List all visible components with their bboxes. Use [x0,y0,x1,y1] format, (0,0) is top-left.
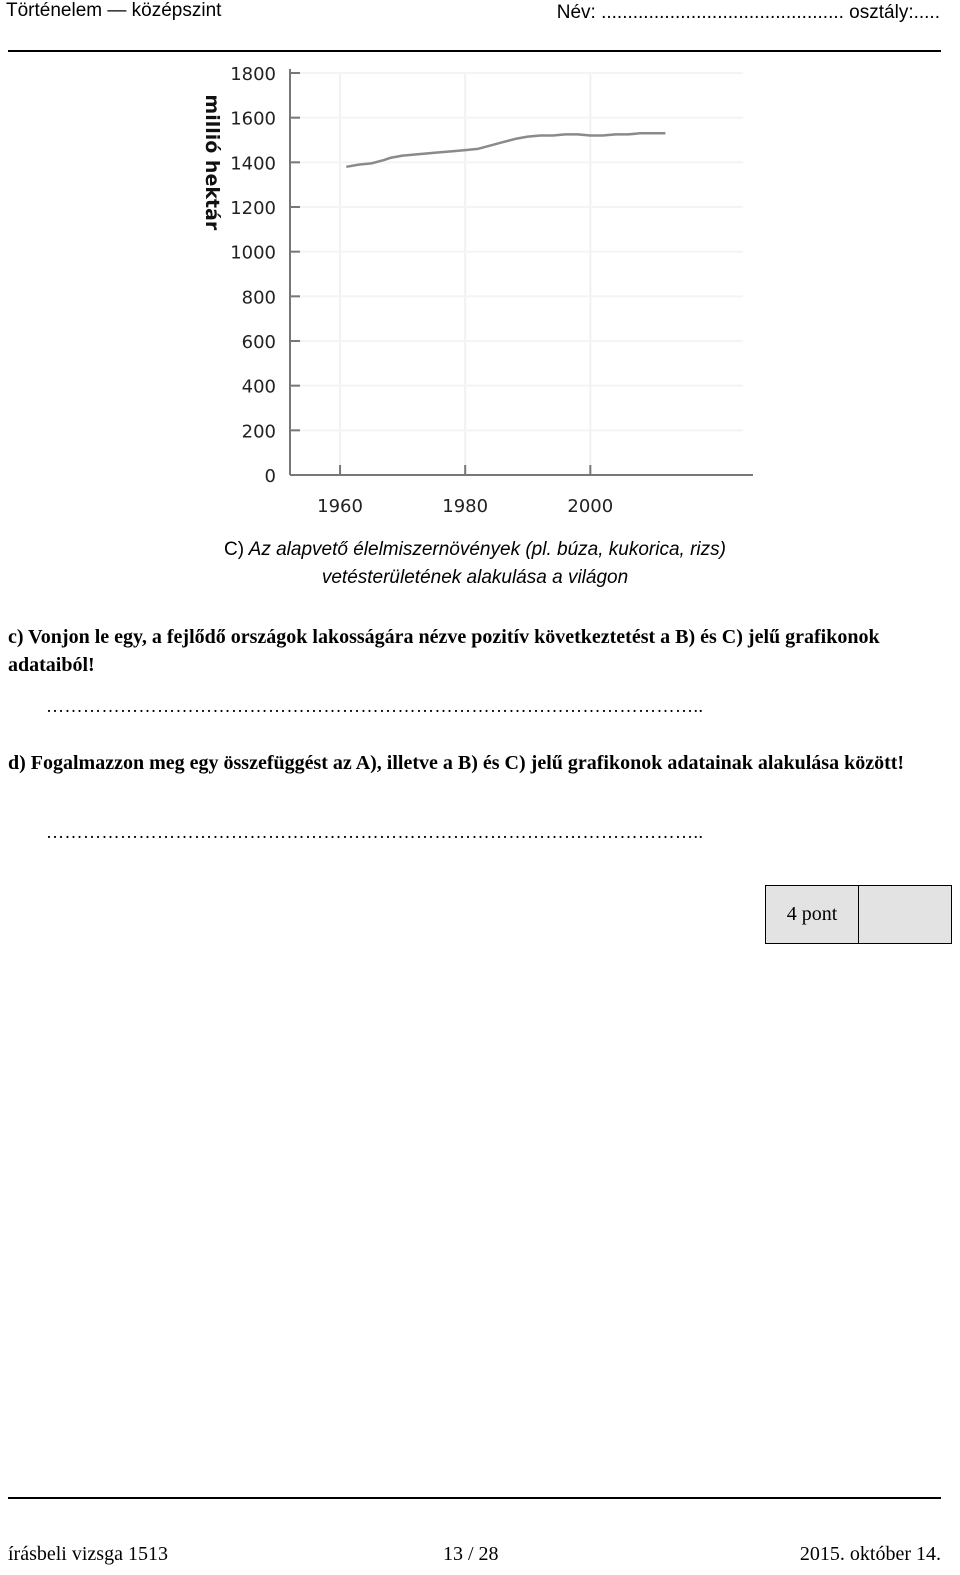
footer-divider [8,1497,941,1499]
header-name-class-fields: Név: .............................................. osztály:..... [556,2,940,23]
score-label: 4 pont [766,886,859,943]
header-divider [8,50,941,52]
task-c-answer-line[interactable]: …………………………………………………………………………………………….. [46,696,704,716]
y-tick-label: 0 [264,466,276,487]
y-tick-label: 400 [241,376,276,398]
footer-exam-code: írásbeli vizsga 1513 [8,1543,168,1565]
caption-line2: vetésterületének alakulása a világon [321,567,629,588]
y-tick-label: 1800 [230,64,276,85]
y-tick-label: 1200 [230,198,276,219]
y-tick-label: 800 [241,287,276,309]
x-tick-label: 1980 [442,496,489,517]
footer-page-number: 13 / 28 [443,1543,499,1565]
chart-grid [290,73,743,475]
y-tick-label: 600 [241,332,276,353]
x-tick-label: 1960 [317,496,363,517]
chart-caption [190,536,760,592]
y-tick-label: 1400 [230,153,276,175]
footer-date: 2015. október 14. [799,1543,941,1565]
task-d-answer-line[interactable]: …………………………………………………………………………………………….. [46,822,704,842]
caption-line1: Az alapvető élelmiszernövények (pl. búza, kukorica, rizs) [244,539,726,560]
y-tick-label: 200 [241,421,276,443]
x-axis [290,465,753,517]
score-box [765,885,952,944]
score-entry-cell[interactable] [859,886,951,943]
y-axis [230,64,300,487]
y-axis-label: millió hektár [201,94,223,231]
y-tick-label: 1600 [230,108,276,130]
header-subject: Történelem — középszint [6,0,222,21]
caption-letter: C) [224,539,245,560]
x-tick-label: 2000 [567,496,614,517]
task-c-prompt: c) Vonjon le egy, a fejlődő országok lakosságára nézve pozitív következtetést a B) és C) jelű grafikonok adataiból! [8,626,880,676]
y-tick-label: 1000 [230,242,276,264]
chart-c [190,58,770,528]
task-d-prompt: d) Fogalmazzon meg egy összefüggést az A), illetve a B) és C) jelű grafikonok adatainak alakulása között! [8,752,905,774]
